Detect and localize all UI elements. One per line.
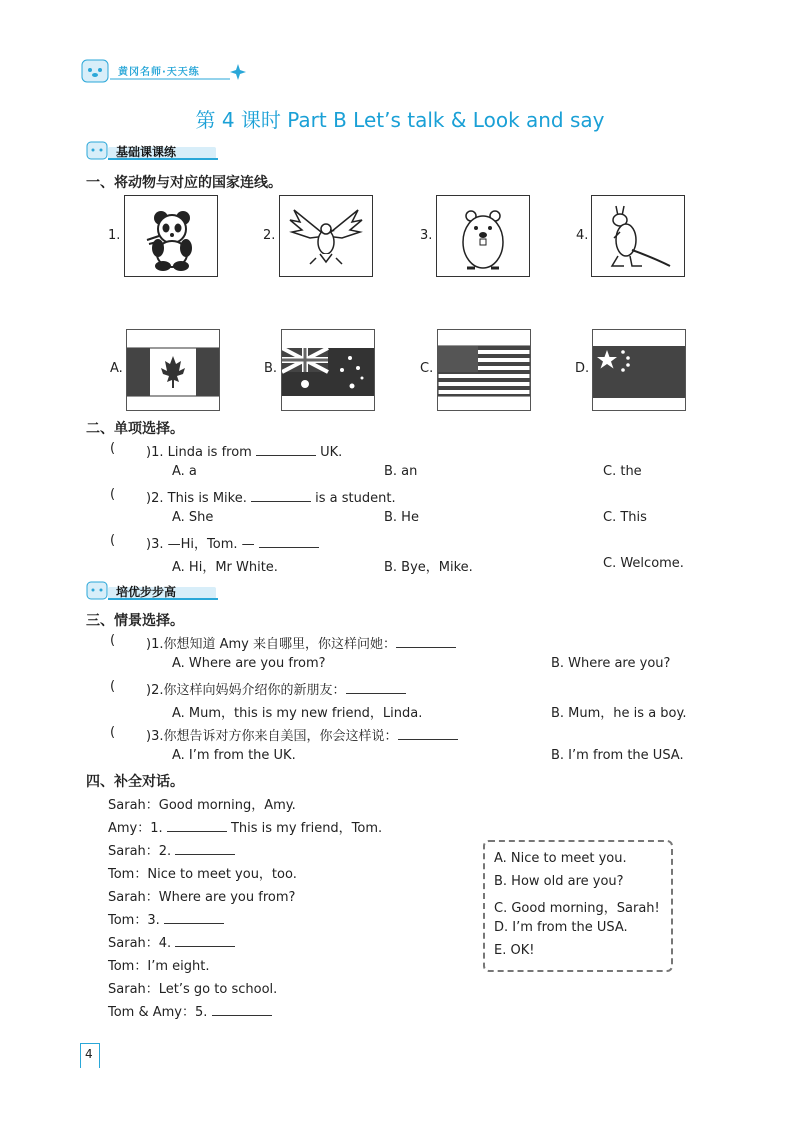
kangaroo-icon bbox=[592, 196, 684, 276]
animal-box-3 bbox=[436, 195, 530, 277]
animal-box-2 bbox=[279, 195, 373, 277]
dialog-line-7: Sarah：4. bbox=[108, 932, 235, 951]
flag-letter-d: D. bbox=[575, 361, 590, 376]
s3-q2-opt-a[interactable]: A. Mum，this is my new friend，Linda. bbox=[172, 706, 423, 721]
s3-q2-stem: )2.你这样向妈妈介绍你的新朋友： bbox=[146, 679, 406, 698]
s2-q1-opt-c[interactable]: C. the bbox=[603, 464, 642, 479]
s3-q1-stem: )1.你想知道 Amy 来自哪里，你这样问她： bbox=[146, 633, 456, 652]
section4-heading: 四、补全对话。 bbox=[86, 774, 184, 790]
s2-q1-blank[interactable] bbox=[256, 441, 316, 456]
page-number: 4 bbox=[85, 1047, 93, 1061]
s2-q1-opt-a[interactable]: A. a bbox=[172, 464, 197, 479]
s2-q2-stem: )2. This is Mike. is a student. bbox=[146, 487, 396, 506]
s3-q3-opt-b[interactable]: B. I’m from the USA. bbox=[551, 748, 684, 763]
s3-q3-blank[interactable] bbox=[398, 725, 458, 740]
banner-advanced-label: 培优步步高 bbox=[116, 585, 177, 599]
panda-icon bbox=[125, 196, 217, 276]
flag-box-a bbox=[126, 329, 220, 411]
s2-q3-stem: )3. —Hi，Tom. — bbox=[146, 533, 319, 552]
animal-box-4 bbox=[591, 195, 685, 277]
dialog-line-6: Tom：3. bbox=[108, 909, 224, 928]
s3-q1-paren: ( bbox=[110, 633, 116, 648]
choice-c: C. Good morning，Sarah! bbox=[494, 901, 660, 916]
eagle-icon bbox=[280, 196, 372, 276]
dialog-line-5: Sarah：Where are you from? bbox=[108, 890, 296, 905]
s2-q3-blank[interactable] bbox=[259, 533, 319, 548]
flag-box-c bbox=[437, 329, 531, 411]
s3-q3-opt-a[interactable]: A. I’m from the UK. bbox=[172, 748, 296, 763]
dialog-blank-5[interactable] bbox=[212, 1001, 272, 1016]
dialog-line-8: Tom：I’m eight. bbox=[108, 959, 210, 974]
s2-q3-paren: ( bbox=[110, 533, 116, 548]
choice-e: E. OK! bbox=[494, 943, 535, 958]
flag-letter-a: A. bbox=[110, 361, 123, 376]
page-title: 第 4 课时 Part B Let’s talk & Look and say bbox=[195, 108, 605, 132]
china-flag-icon bbox=[593, 330, 685, 410]
s2-q2-blank[interactable] bbox=[251, 487, 311, 502]
dialog-line-9: Sarah：Let’s go to school. bbox=[108, 982, 278, 997]
animal-num-1: 1. bbox=[108, 228, 121, 243]
s3-q2-paren: ( bbox=[110, 679, 116, 694]
s3-q1-blank[interactable] bbox=[396, 633, 456, 648]
s3-q3-paren: ( bbox=[110, 725, 116, 740]
s3-q1-opt-b[interactable]: B. Where are you? bbox=[551, 656, 671, 671]
flag-box-b bbox=[281, 329, 375, 411]
s2-q1-paren: ( bbox=[110, 441, 116, 456]
flag-letter-c: C. bbox=[420, 361, 434, 376]
dialog-line-2: Amy：1. This is my friend，Tom. bbox=[108, 817, 382, 836]
s2-q3-opt-b[interactable]: B. Bye，Mike. bbox=[384, 560, 473, 575]
beaver-icon bbox=[437, 196, 529, 276]
dialog-line-1: Sarah：Good morning，Amy. bbox=[108, 798, 296, 813]
animal-num-3: 3. bbox=[420, 228, 433, 243]
dialog-line-3: Sarah：2. bbox=[108, 840, 235, 859]
s3-q3-stem: )3.你想告诉对方你来自美国，你会这样说： bbox=[146, 725, 458, 744]
s2-q2-opt-a[interactable]: A. She bbox=[172, 510, 214, 525]
s3-q2-opt-b[interactable]: B. Mum，he is a boy. bbox=[551, 706, 687, 721]
s2-q2-paren: ( bbox=[110, 487, 116, 502]
dialog-line-10: Tom & Amy：5. bbox=[108, 1001, 272, 1020]
dialog-blank-2[interactable] bbox=[175, 840, 235, 855]
s3-q1-opt-a[interactable]: A. Where are you from? bbox=[172, 656, 326, 671]
s3-q2-blank[interactable] bbox=[346, 679, 406, 694]
australia-flag-icon bbox=[282, 330, 374, 410]
banner-advanced bbox=[86, 580, 226, 600]
choice-d: D. I’m from the USA. bbox=[494, 920, 628, 935]
flag-letter-b: B. bbox=[264, 361, 278, 376]
s2-q1-opt-b[interactable]: B. an bbox=[384, 464, 418, 479]
bear-icon bbox=[86, 580, 110, 600]
choice-b: B. How old are you? bbox=[494, 874, 624, 889]
dialog-blank-4[interactable] bbox=[175, 932, 235, 947]
animal-num-2: 2. bbox=[263, 228, 276, 243]
usa-flag-icon bbox=[438, 330, 530, 410]
dialog-blank-1[interactable] bbox=[167, 817, 227, 832]
s2-q1-stem: )1. Linda is from UK. bbox=[146, 441, 342, 460]
brand-text: 黄冈名师·天天练 bbox=[118, 67, 200, 78]
section2-heading: 二、单项选择。 bbox=[86, 421, 184, 437]
s2-q3-opt-a[interactable]: A. Hi，Mr White. bbox=[172, 560, 278, 575]
s2-q2-opt-c[interactable]: C. This bbox=[603, 510, 647, 525]
section1-heading: 一、将动物与对应的国家连线。 bbox=[86, 175, 282, 191]
banner-basic-label: 基础课课练 bbox=[116, 145, 177, 159]
s2-q3-opt-c[interactable]: C. Welcome. bbox=[603, 556, 684, 571]
section3-heading: 三、情景选择。 bbox=[86, 613, 184, 629]
canada-flag-icon bbox=[127, 330, 219, 410]
dialog-line-4: Tom：Nice to meet you，too. bbox=[108, 867, 297, 882]
banner-basic bbox=[86, 140, 226, 160]
flag-box-d bbox=[592, 329, 686, 411]
dialog-blank-3[interactable] bbox=[164, 909, 224, 924]
choice-a: A. Nice to meet you. bbox=[494, 851, 627, 866]
animal-box-1 bbox=[124, 195, 218, 277]
animal-num-4: 4. bbox=[576, 228, 589, 243]
s2-q2-opt-b[interactable]: B. He bbox=[384, 510, 419, 525]
bear-icon bbox=[86, 140, 110, 160]
